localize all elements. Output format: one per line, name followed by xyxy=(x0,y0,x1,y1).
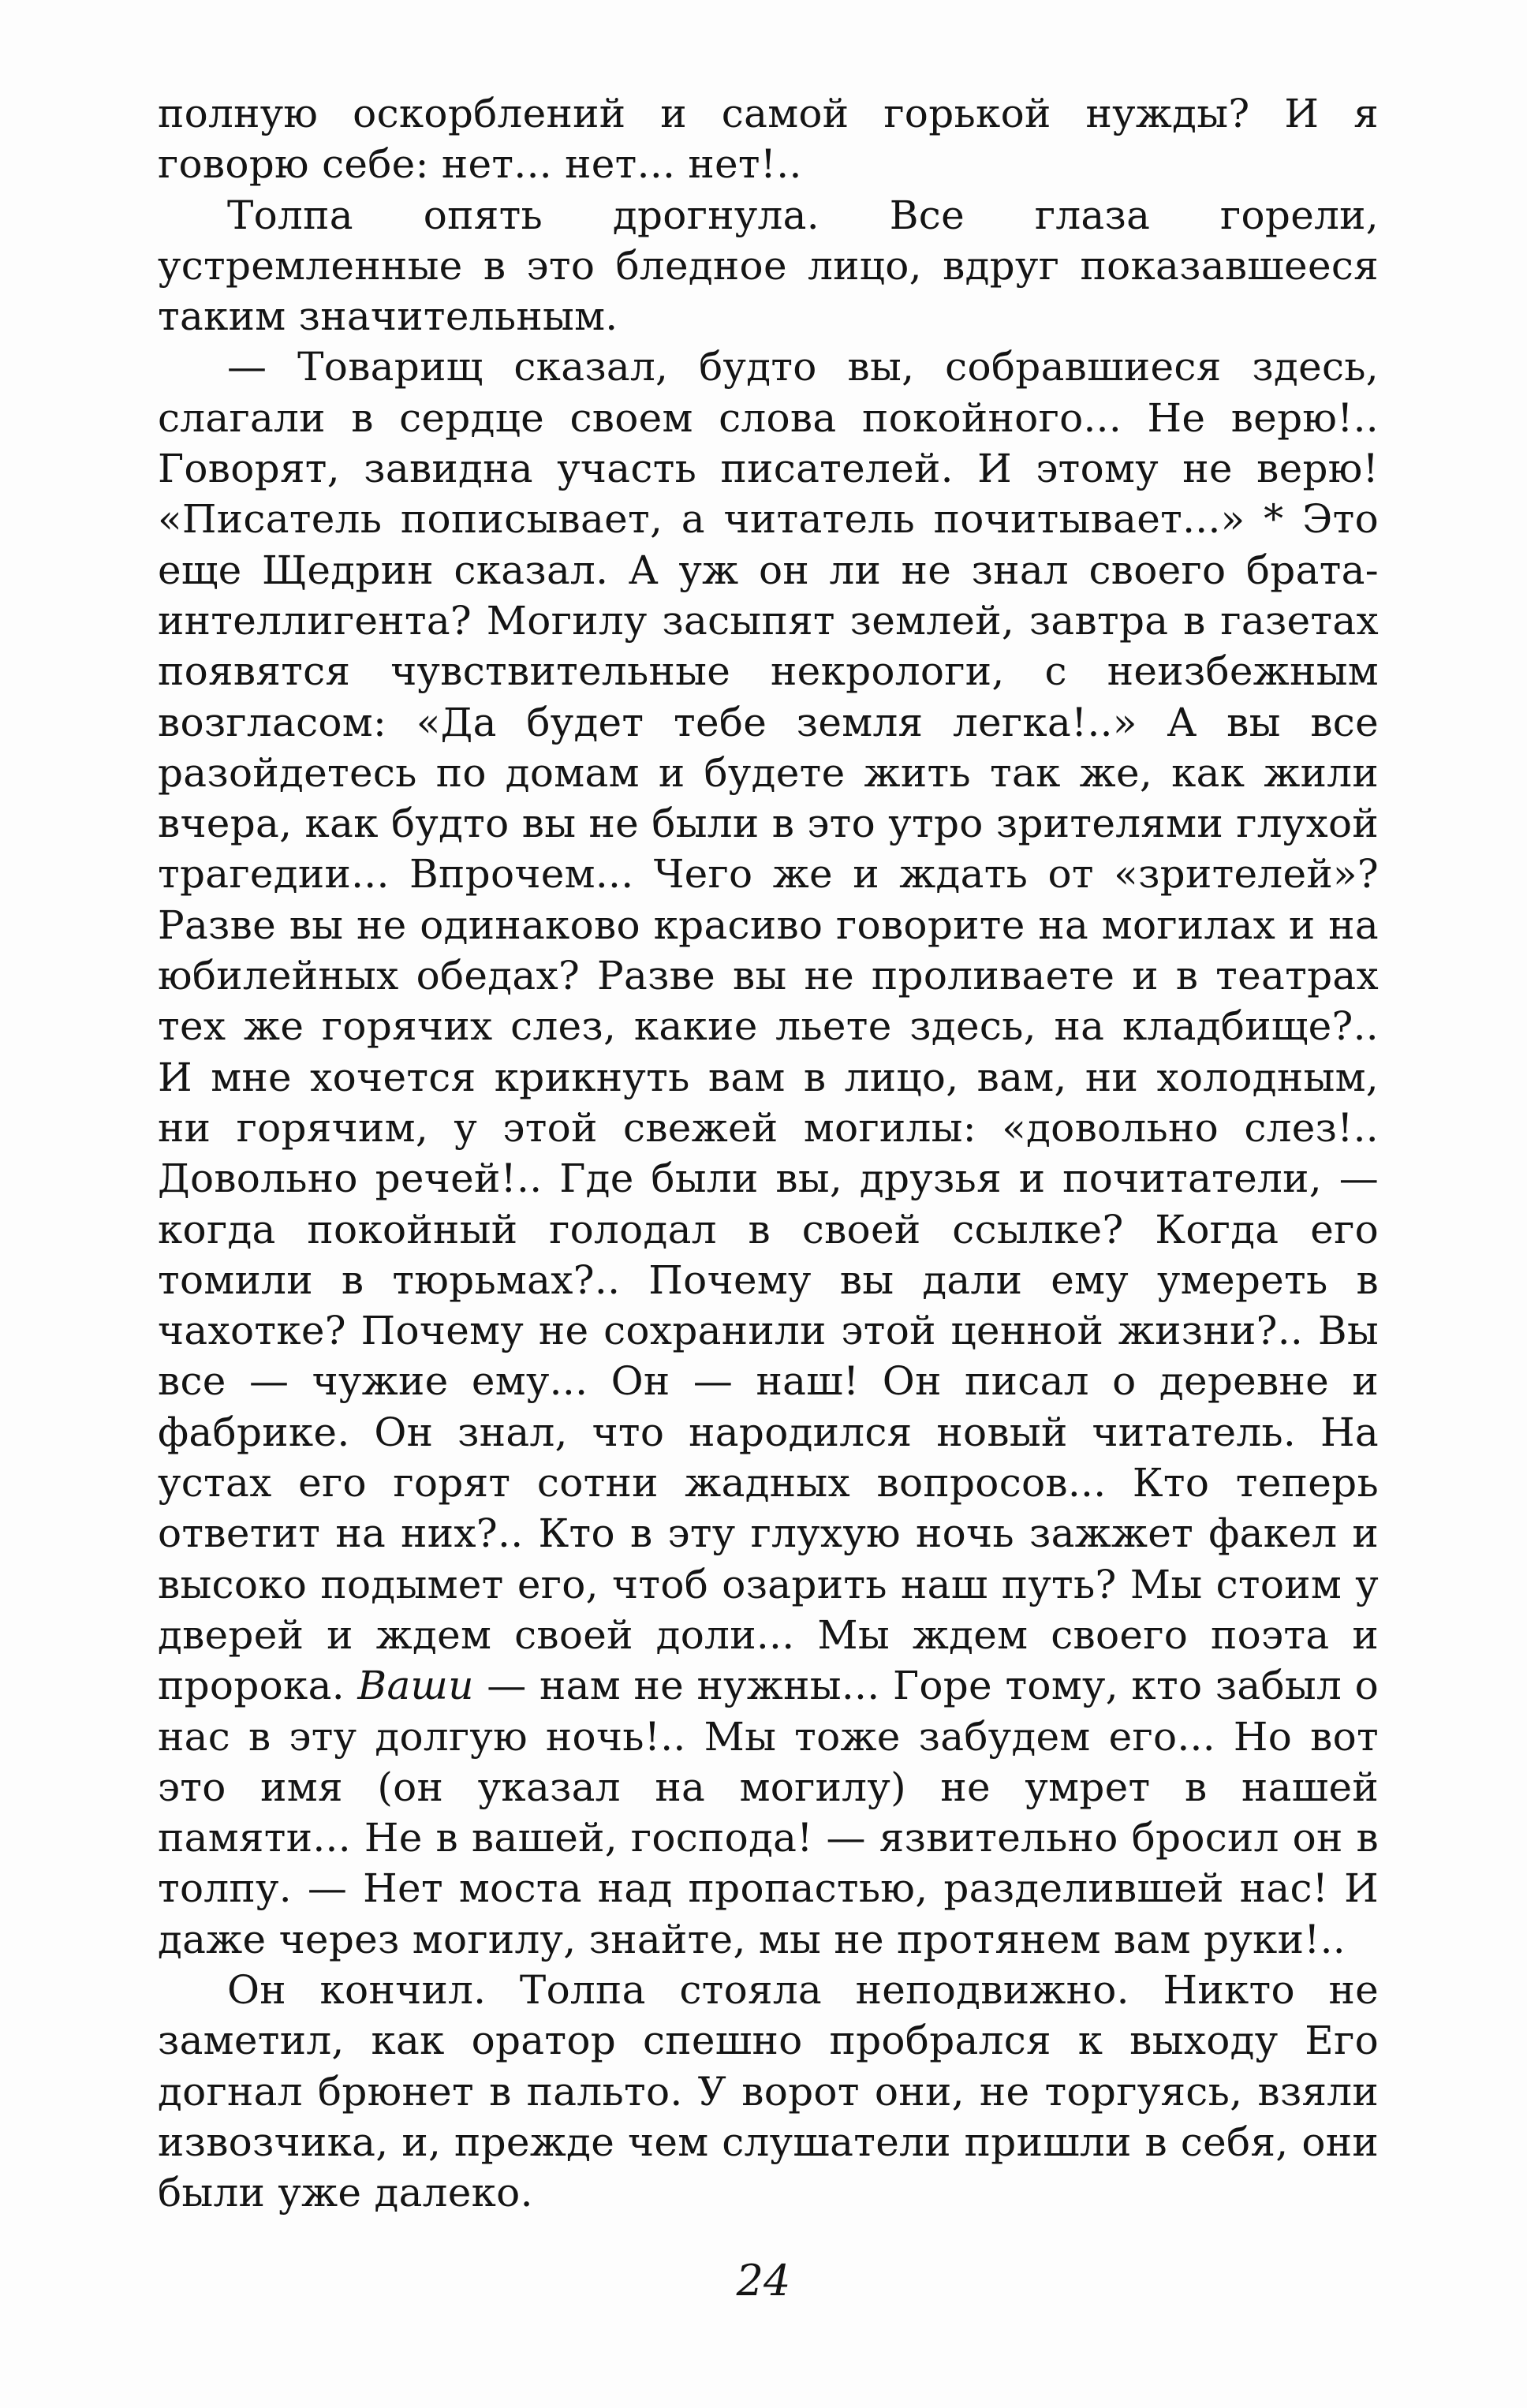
paragraph-3-italic-word: Ваши xyxy=(357,1663,474,1709)
paragraph-4 xyxy=(158,1965,1379,2218)
paragraph-2 xyxy=(158,190,1379,342)
paragraph-3-text-b: — нам не нужны... Горе тому, кто забыл о нас в эту долгую ночь!.. Мы тоже забудем его... Но вот это имя (он указал на могилу) не умрет в нашей памяти... Не в вашей, господа! — язвительно бросил он в толпу. — Нет моста над пропастью, разделившей нас! И даже через могилу, знайте, мы не протянем вам руки!.. xyxy=(158,1663,1379,1962)
paragraph-1 xyxy=(158,88,1379,190)
paragraph-3-text-a: — Товарищ сказал, будто вы, собравшиеся здесь, слагали в сердце своем слова покойного... Не верю!.. Говорят, завидна участь писателей. И этому не верю! «Писатель пописывает, а читатель почитывает...» * Это еще Щедрин сказал. А уж он ли не знал своего брата-интеллигента? Могилу засыпят землей, завтра в газетах появятся чувствительные некрологи, с неизбежным возгласом: «Да будет тебе земля легка!..» А вы все разойдетесь по домам и будете жить так же, как жили вчера, как будто вы не были в это утро зрителями глухой трагедии... Впрочем... Чего же и ждать от «зрителей»? Разве вы не одинаково красиво говорите на могилах и на юбилейных обедах? Разве вы не проливаете и в театрах тех же горячих слез, какие льете здесь, на кладбище?.. И мне хочется крикнуть вам в лицо, вам, ни холодным, ни горячим, у этой свежей могилы: «довольно слез!.. Довольно речей!.. Где были вы, друзья и почитатели, — когда покойный голодал в своей ссылке? Когда его томили в тюрьмах?.. Почему вы дали ему умереть в чахотке? Почему не сохранили этой ценной жизни?.. Вы все — чужие ему... Он — наш! Он писал о деревне и фабрике. Он знал, что народился новый читатель. На устах его горят сотни жадных вопросов... Кто теперь ответит на них?.. Кто в эту глухую ночь зажжет факел и высоко подымет его, чтоб озарить наш путь? Мы стоим у дверей и ждем своей доли... Мы ждем своего поэта и пророка. xyxy=(158,344,1379,1709)
paragraph-3 xyxy=(158,342,1379,1965)
paragraph-4-text: Он кончил. Толпа стояла неподвижно. Никто не заметил, как оратор спешно пробрался к выходу Его догнал брюнет в пальто. У ворот они, не торгуясь, взяли извозчика, и, прежде чем слушатели пришли в себя, они были уже далеко. xyxy=(158,1966,1379,2216)
page-text xyxy=(158,88,1379,2218)
paragraph-1-text: полную оскорблений и самой горькой нужды? И я говорю себе: нет... нет... нет!.. xyxy=(158,91,1379,188)
page-number: 24 xyxy=(736,2256,791,2305)
paragraph-2-text: Толпа опять дрогнула. Все глаза горели, устремленные в это бледное лицо, вдруг показавшееся таким значительным. xyxy=(158,192,1379,340)
